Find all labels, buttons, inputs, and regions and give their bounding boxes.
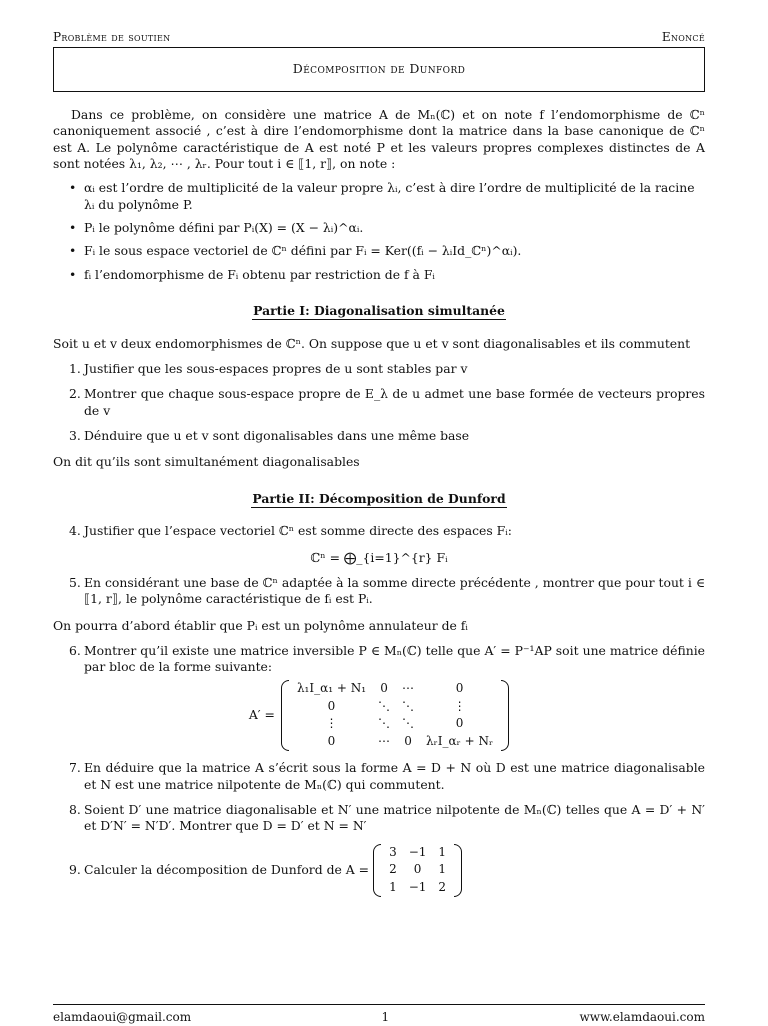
question-text: Calculer la décomposition de Dunford de A = xyxy=(84,862,370,878)
question-number: 2. xyxy=(69,386,81,402)
matrix-row xyxy=(383,861,452,879)
definition-item xyxy=(69,267,705,283)
intro-paragraph: Dans ce problème, on considère une matrice A de Mₙ(ℂ) et on note f l’endomorphisme de ℂⁿ canoniquement associé , c’est à dire l’endomorphisme dont la matrice dans la base canonique de ℂⁿ est A. Le polynôme caractéristique de A est noté P et les valeurs propres complexes distinctes de A sont notées λ₁, λ₂, ⋯ , λᵣ. Pour tout i ∈ ⟦1, r⟧, on note : xyxy=(53,106,705,171)
question-item xyxy=(69,760,705,793)
matrix-cell: λ₁I_α₁ + N₁ xyxy=(296,680,367,695)
question-text: En déduire que la matrice A s’écrit sous la forme A = D + N où D est une matrice diagonalisable et N est une matrice nilpotente de Mₙ(ℂ) qui commutent. xyxy=(84,760,705,792)
matrix-row xyxy=(291,715,499,733)
matrix-cell: ⋯ xyxy=(402,680,415,695)
bullet-icon: • xyxy=(69,220,77,236)
definition-item xyxy=(69,220,705,236)
question-text: Montrer qu’il existe une matrice inversible P ∈ Mₙ(ℂ) telle que A′ = P⁻¹AP soit une matrice définie par bloc de la forme suivante: xyxy=(84,643,705,675)
matrix-cell: 0 xyxy=(404,734,412,749)
question-number: 8. xyxy=(69,801,81,817)
title-box xyxy=(53,48,705,92)
matrix-cell: ⋮ xyxy=(453,698,466,713)
matrix-cell: ⋱ xyxy=(378,698,391,713)
part2-title: Partie II: Décomposition de Dunford xyxy=(252,490,506,506)
matrix-row xyxy=(291,733,499,751)
matrix-row xyxy=(383,844,452,862)
bullet-icon: • xyxy=(69,243,77,259)
question-number: 4. xyxy=(69,523,81,539)
part2-questions xyxy=(53,523,705,539)
matrix-cell: ⋮ xyxy=(325,716,338,731)
part1-closing: On dit qu’ils sont simultanément diagonalisables xyxy=(53,454,360,470)
question-item xyxy=(69,575,705,608)
part2-heading xyxy=(53,491,705,507)
matrix-cell: 0 xyxy=(380,680,388,695)
page-footer xyxy=(53,1004,705,1026)
left-paren-icon xyxy=(373,844,381,897)
question-number: 5. xyxy=(69,574,81,590)
matrix-cell: 0 xyxy=(413,862,422,877)
question-number: 7. xyxy=(69,760,81,776)
block-matrix-equation xyxy=(53,680,705,751)
question-number: 9. xyxy=(69,862,81,878)
footer-row xyxy=(53,1010,705,1026)
block-matrix-table xyxy=(291,680,499,751)
question-number: 6. xyxy=(69,643,81,659)
definition-item xyxy=(69,243,705,259)
question-text: En considérant une base de ℂⁿ adaptée à la somme directe précédente , montrer que pour tout i ∈ ⟦1, r⟧, le polynôme caractéristique de fᵢ est Pᵢ. xyxy=(84,574,705,607)
matrix-cell: 1 xyxy=(438,862,447,877)
matrix-cell: ⋱ xyxy=(378,716,391,731)
page-header xyxy=(53,30,705,46)
direct-sum-formula: ℂⁿ = ⨁_{i=1}^{r} Fᵢ xyxy=(310,549,448,565)
part1-title: Partie I: Diagonalisation simultanée xyxy=(253,303,505,319)
question-number: 3. xyxy=(69,428,81,444)
matrix-cell: 1 xyxy=(389,880,397,895)
matrix-cell: 0 xyxy=(455,716,464,731)
part1-heading xyxy=(53,303,705,319)
bullet-icon: • xyxy=(69,180,77,196)
part2-questions-q6 xyxy=(53,643,705,676)
matrix-cell: −1 xyxy=(408,844,427,859)
matrix-row xyxy=(383,879,452,897)
question-item xyxy=(69,386,705,419)
matrix-cell: 0 xyxy=(455,680,464,695)
header-left: Problème de soutien xyxy=(53,30,171,44)
definition-text: fᵢ l’endomorphisme de Fᵢ obtenu par restriction de f à Fᵢ xyxy=(84,266,435,282)
part1-lead: Soit u et v deux endomorphismes de ℂⁿ. On suppose que u et v sont diagonalisables et ils commutent xyxy=(53,335,691,351)
matrix-cell: 3 xyxy=(389,844,397,859)
question-item xyxy=(69,643,705,676)
question-item xyxy=(69,523,705,539)
matrix-cell: 2 xyxy=(389,862,397,877)
matrix-cell: ⋯ xyxy=(378,734,391,749)
question-text: Justifier que l’espace vectoriel ℂⁿ est somme directe des espaces Fᵢ: xyxy=(84,523,512,539)
definition-text: αᵢ est l’ordre de multiplicité de la valeur propre λᵢ, c’est à dire l’ordre de multiplicité de la racine λᵢ du polynôme P. xyxy=(84,180,695,212)
question-item xyxy=(69,361,705,377)
left-paren-icon xyxy=(281,680,289,751)
definitions-list xyxy=(53,180,705,283)
matrix-cell: 2 xyxy=(438,880,447,895)
right-paren-icon xyxy=(501,680,509,751)
header-right: Enoncé xyxy=(661,30,705,44)
question-text: Dénduire que u et v sont digonalisables dans une même base xyxy=(84,428,470,444)
dunford-matrix-table xyxy=(383,844,452,897)
matrix-cell: ⋱ xyxy=(402,716,415,731)
matrix-cell: 1 xyxy=(438,844,447,859)
question-item xyxy=(69,802,705,835)
matrix-cell: 0 xyxy=(327,734,336,749)
footer-email-link[interactable]: elamdaoui@gmail.com xyxy=(53,1010,192,1024)
dunford-matrix xyxy=(373,844,462,897)
matrix-cell: ⋱ xyxy=(402,698,415,713)
part1-questions xyxy=(53,361,705,445)
definition-text: Pᵢ le polynôme défini par Pᵢ(X) = (X − λᵢ)^αᵢ. xyxy=(84,220,364,236)
matrix-cell: −1 xyxy=(408,880,427,895)
question-item xyxy=(69,844,705,897)
question-item xyxy=(69,428,705,444)
right-paren-icon xyxy=(454,844,462,897)
part2-questions-cont xyxy=(53,575,705,608)
matrix-cell: λᵣI_αᵣ + Nᵣ xyxy=(426,734,494,749)
part2-hint: On pourra d’abord établir que Pᵢ est un polynôme annulateur de fᵢ xyxy=(53,617,468,633)
question-text: Montrer que chaque sous-espace propre de E_λ de u admet une base formée de vecteurs propres de v xyxy=(84,386,705,418)
matrix-row xyxy=(291,698,499,716)
page xyxy=(53,30,705,1024)
question-number: 1. xyxy=(69,360,81,376)
matrix-row xyxy=(291,680,499,698)
definition-item xyxy=(69,180,705,213)
matrix-lhs: A′ = xyxy=(248,707,275,723)
matrix-cell: 0 xyxy=(327,698,336,713)
document-title: Décomposition de Dunford xyxy=(292,61,466,77)
bullet-icon: • xyxy=(69,266,77,282)
block-matrix xyxy=(281,680,509,751)
definition-text: Fᵢ le sous espace vectoriel de ℂⁿ défini par Fᵢ = Ker((fᵢ − λᵢId_ℂⁿ)^αᵢ). xyxy=(84,243,522,259)
page-number: 1 xyxy=(381,1010,390,1024)
footer-site-link[interactable]: www.elamdaoui.com xyxy=(579,1010,705,1024)
question-text: Justifier que les sous-espaces propres de u sont stables par v xyxy=(84,360,468,376)
footer-rule xyxy=(53,1004,705,1005)
question-text: Soient D′ une matrice diagonalisable et N′ une matrice nilpotente de Mₙ(ℂ) telles que A = D′ + N′ et D′N′ = N′D′. Montrer que D = D′ et N = N′ xyxy=(84,801,705,834)
part2-questions-q7-q9 xyxy=(53,760,705,897)
